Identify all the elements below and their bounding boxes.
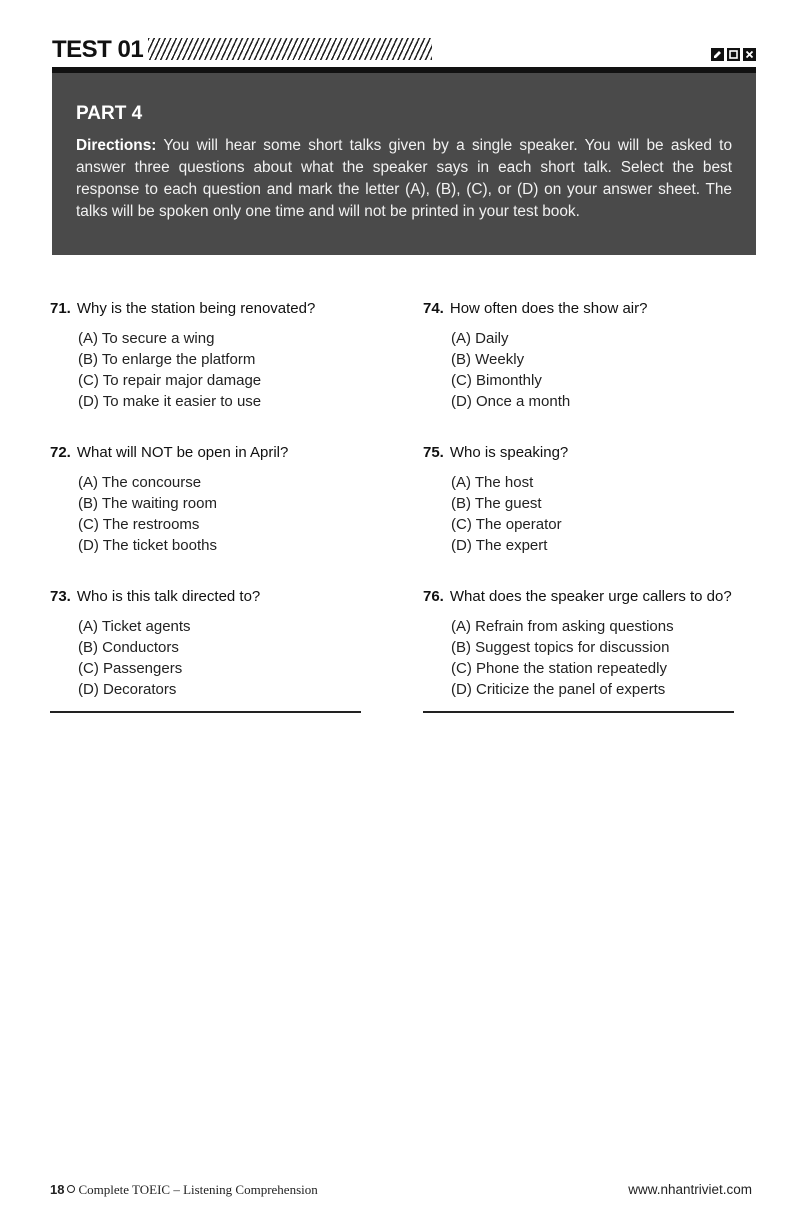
question-text: Who is this talk directed to? <box>76 588 261 605</box>
option-c: (C) Passengers <box>78 660 183 677</box>
option-c: (C) Bimonthly <box>451 372 542 389</box>
divider-right <box>423 711 734 713</box>
option-a: (A) Daily <box>451 330 509 347</box>
header-icons <box>711 48 756 61</box>
option-b: (B) The guest <box>451 495 542 512</box>
option-b: (B) Conductors <box>78 639 179 656</box>
question-text: What does the speaker urge callers to do? <box>449 588 732 605</box>
answer-options <box>78 328 380 412</box>
option-b: (B) Suggest topics for discussion <box>451 639 670 656</box>
question-number: 72. <box>50 444 71 461</box>
option-a: (A) The host <box>451 474 534 491</box>
answer-options <box>78 472 380 556</box>
directions-text <box>76 135 732 223</box>
option-d: (D) The expert <box>451 537 548 554</box>
option-a: (A) To secure a wing <box>78 330 215 347</box>
test-title: TEST 01 <box>52 36 144 63</box>
question-number: 75. <box>423 444 444 461</box>
option-c: (C) The restrooms <box>78 516 200 533</box>
website-url: www.nhantriviet.com <box>628 1182 752 1197</box>
hatch-decoration <box>148 38 432 60</box>
option-c: (C) The operator <box>451 516 562 533</box>
footer-left <box>50 1182 318 1198</box>
pencil-icon <box>711 48 724 61</box>
option-b: (B) Weekly <box>451 351 525 368</box>
question-73 <box>50 586 380 700</box>
answer-options <box>78 616 380 700</box>
option-d: (D) Decorators <box>78 681 177 698</box>
circle-bullet-icon <box>67 1185 75 1193</box>
option-c: (C) Phone the station repeatedly <box>451 660 667 677</box>
answer-options <box>451 472 743 556</box>
page-number: 18 <box>50 1182 65 1197</box>
divider-left <box>50 711 361 713</box>
question-number: 76. <box>423 588 444 605</box>
question-76 <box>423 586 743 700</box>
option-a: (A) The concourse <box>78 474 202 491</box>
square-icon <box>727 48 740 61</box>
option-d: (D) Criticize the panel of experts <box>451 681 666 698</box>
question-number: 73. <box>50 588 71 605</box>
question-text: How often does the show air? <box>449 300 648 317</box>
book-title: Complete TOEIC – Listening Comprehension <box>78 1182 318 1197</box>
option-a: (A) Refrain from asking questions <box>451 618 674 635</box>
directions-panel <box>52 73 756 255</box>
option-b: (B) The waiting room <box>78 495 217 512</box>
answer-options <box>451 616 743 700</box>
option-c: (C) To repair major damage <box>78 372 262 389</box>
question-74 <box>423 298 743 412</box>
questions-left-column <box>50 298 380 730</box>
answer-options <box>451 328 743 412</box>
question-text: What will NOT be open in April? <box>76 444 289 461</box>
part-title: PART 4 <box>76 103 143 124</box>
option-d: (D) Once a month <box>451 393 571 410</box>
questions-right-column <box>423 298 743 730</box>
close-icon <box>743 48 756 61</box>
question-71 <box>50 298 380 412</box>
directions-label: Directions: <box>76 137 157 154</box>
question-text: Why is the station being renovated? <box>76 300 316 317</box>
option-d: (D) To make it easier to use <box>78 393 262 410</box>
question-75 <box>423 442 743 556</box>
option-b: (B) To enlarge the platform <box>78 351 256 368</box>
page-header <box>52 34 756 70</box>
option-a: (A) Ticket agents <box>78 618 191 635</box>
question-text: Who is speaking? <box>449 444 569 461</box>
question-72 <box>50 442 380 556</box>
directions-body: You will hear some short talks given by a single speaker. You will be asked to answer three questions about what the speaker says in each short talk. Select the best response to each question and mark the letter (A), (B), (C), or (D) on your answer sheet. The talks will be spoken only one time and will not be printed in your test book. <box>76 137 732 220</box>
option-d: (D) The ticket booths <box>78 537 217 554</box>
question-number: 71. <box>50 300 71 317</box>
question-number: 74. <box>423 300 444 317</box>
